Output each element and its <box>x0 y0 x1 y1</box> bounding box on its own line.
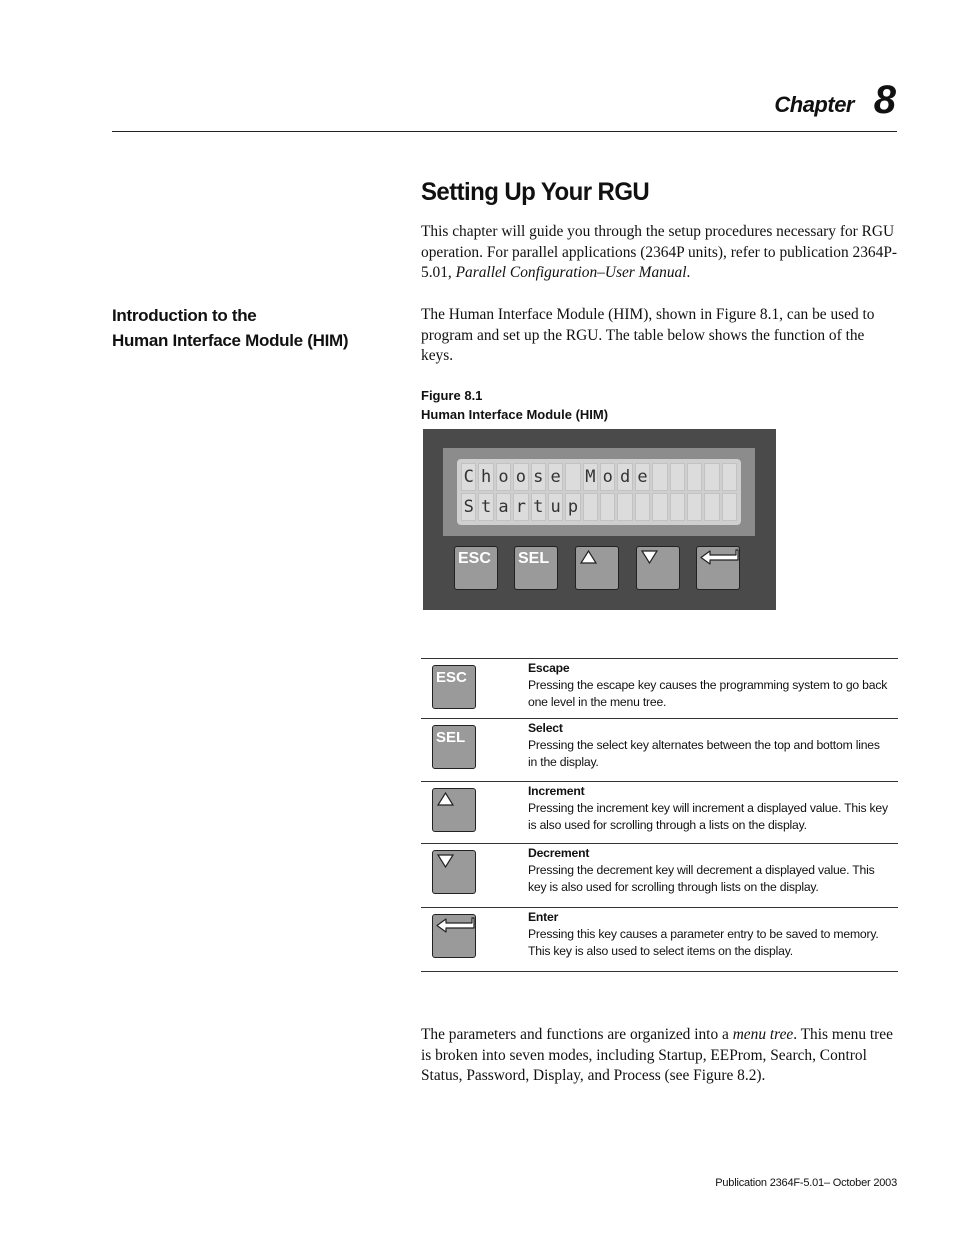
key-label: SEL <box>518 550 550 567</box>
key-name: Decrement <box>528 846 590 860</box>
lcd-cell: o <box>600 463 615 491</box>
closing-paragraph <box>421 1025 897 1087</box>
lcd-cell <box>565 463 580 491</box>
enter-arrow-key[interactable] <box>432 914 476 958</box>
key-name: Increment <box>528 784 585 798</box>
intro-paragraph <box>421 222 897 284</box>
down-triangle-key[interactable] <box>636 546 680 590</box>
lcd-cell <box>600 493 615 521</box>
key-description <box>528 845 890 896</box>
lcd-cell <box>670 463 685 491</box>
section-heading-line2: Human Interface Module (HIM) <box>112 331 349 350</box>
key-description-text: Pressing this key causes a parameter entry to be saved to memory. This key is also used to select items on the display. <box>528 927 879 958</box>
lcd-cell <box>704 463 719 491</box>
lcd-cell <box>652 463 667 491</box>
lcd-cell: d <box>617 463 632 491</box>
esc-key[interactable] <box>432 665 476 709</box>
sel-key[interactable] <box>432 725 476 769</box>
intro-italic-ref: Parallel Configuration–User Manual <box>455 264 687 281</box>
lcd-cell: e <box>548 463 563 491</box>
up-triangle-key[interactable] <box>432 788 476 832</box>
up-triangle-key[interactable] <box>575 546 619 590</box>
lcd-cell <box>687 463 702 491</box>
figure-number: Figure 8.1 <box>421 388 483 403</box>
lcd-cell <box>687 493 702 521</box>
esc-key[interactable] <box>454 546 498 590</box>
page-title: Setting Up Your RGU <box>421 178 650 206</box>
key-description <box>528 720 890 771</box>
key-table-row <box>421 907 898 972</box>
down-triangle-key[interactable] <box>432 850 476 894</box>
closing-italic-term: menu tree <box>732 1026 794 1043</box>
key-description <box>528 783 890 834</box>
him-device-illustration <box>423 429 776 610</box>
lcd-cell: t <box>531 493 546 521</box>
key-table-row <box>421 658 898 718</box>
intro-text: This chapter will guide you through the setup procedures necessary for RGU operation. For parallel applications (2364P units), refer to publication 2364P-5.01, <box>421 223 898 281</box>
lcd-cell <box>617 493 632 521</box>
figure-caption <box>421 386 608 424</box>
lcd-cell <box>635 493 650 521</box>
lcd-cell: M <box>583 463 598 491</box>
key-table-row <box>421 781 898 843</box>
lcd-cell: S <box>461 493 476 521</box>
key-description-text: Pressing the escape key causes the programming system to go back one level in the menu tree. <box>528 678 888 709</box>
lcd-cell: o <box>496 463 511 491</box>
key-table-row <box>421 843 898 907</box>
header-rule <box>112 131 897 132</box>
lcd-cell: a <box>496 493 511 521</box>
key-function-table <box>421 658 898 972</box>
lcd-cell <box>583 493 598 521</box>
lcd-cell: e <box>635 463 650 491</box>
lcd-cell <box>670 493 685 521</box>
section-paragraph: The Human Interface Module (HIM), shown in Figure 8.1, can be used to program and set up the RGU. The table below shows the function of the keys. <box>421 306 875 364</box>
key-description-text: Pressing the increment key will increment a displayed value. This key is also used for scrolling through a lists on the display. <box>528 801 888 832</box>
lcd-cell: u <box>548 493 563 521</box>
key-description-text: Pressing the select key alternates between the top and bottom lines in the display. <box>528 738 880 769</box>
key-description <box>528 660 890 711</box>
key-name: Escape <box>528 661 570 675</box>
section-heading-line1: Introduction to the <box>112 306 257 325</box>
sel-key[interactable] <box>514 546 558 590</box>
lcd-cell: C <box>461 463 476 491</box>
lcd-cell <box>722 463 737 491</box>
key-label: SEL <box>436 729 466 746</box>
chapter-number: 8 <box>873 78 896 122</box>
lcd-cell <box>704 493 719 521</box>
closing-text-end: . This menu tree is broken into seven modes, including Startup, EEProm, Search, Control Status, Password, Display, and Process (see Figure 8.2). <box>421 1026 893 1084</box>
closing-text: The parameters and functions are organized into a <box>421 1026 733 1043</box>
key-description-text: Pressing the decrement key will decrement a displayed value. This key is also used for scrolling through lists on the display. <box>528 863 875 894</box>
section-heading <box>112 303 402 353</box>
key-name: Select <box>528 721 563 735</box>
lcd-cell: s <box>531 463 546 491</box>
chapter-label: Chapter <box>774 92 854 117</box>
lcd-cell: r <box>513 493 528 521</box>
intro-text-end: . <box>686 264 691 281</box>
lcd-cell: o <box>513 463 528 491</box>
footer-publication: Publication 2364F-5.01– October 2003 <box>715 1177 897 1189</box>
lcd-display <box>457 459 741 525</box>
enter-arrow-key[interactable] <box>696 546 740 590</box>
lcd-cell <box>722 493 737 521</box>
lcd-cell <box>652 493 667 521</box>
key-label: ESC <box>436 669 467 686</box>
key-name: Enter <box>528 910 559 924</box>
key-label: ESC <box>458 550 491 567</box>
lcd-bezel <box>443 448 755 536</box>
key-description <box>528 909 890 960</box>
lcd-cell: p <box>565 493 580 521</box>
lcd-cell: h <box>478 463 493 491</box>
figure-title: Human Interface Module (HIM) <box>421 407 609 422</box>
lcd-cell: t <box>478 493 493 521</box>
key-table-row <box>421 718 898 781</box>
